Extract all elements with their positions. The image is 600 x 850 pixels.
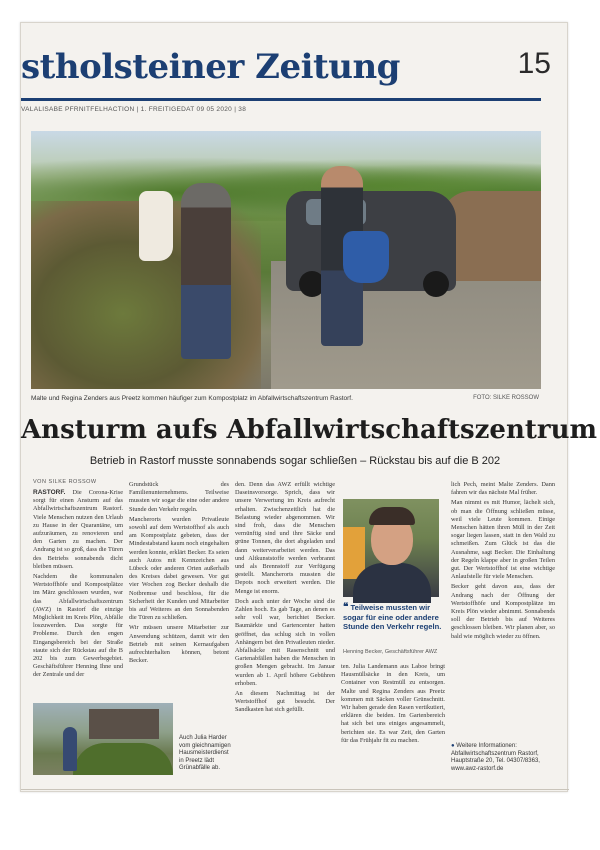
- dropline: RASTORF.: [33, 489, 66, 496]
- info-box: [451, 743, 555, 773]
- page-number: 15: [517, 47, 551, 80]
- article-paragraph: Nachdem die kommunalen Wertstoffhöfe und Kompostplätze im März geschlossen wurden, war das Abfallwirtschaftszentrum (AWZ) in Rastorf die einzige Möglichkeit im Kreis Plön, Abfälle loszuwerden. Das sorgte für Probleme. Durch den engen Eingangsbereich bei der Straße staute sich der Rückstau auf die B 202 bis zum Gewerbegebiet. Geschäftsführer Henning Ihne und der Zentrale und der: [33, 573, 123, 679]
- secondary-photo-person: [63, 727, 77, 771]
- masthead-rule: [21, 98, 541, 101]
- photo-soil-heap: [441, 191, 541, 281]
- secondary-photo-hut: [89, 709, 159, 739]
- article-paragraph: Mancherorts wurden Privatleute sowohl auf dem Wertstoffhof als auch am Kompostplatz gebeten, dass der Mindestabstand kaum noch eingehalten werden konnte, erklärt Becker. Es seien auch Autos mit Kennzeichen aus Lübeck oder anderen Orten außerhalb des Kreises dabei gewesen. Vor gut vier Wochen zog Becker deshalb die Notbremse und beschloss, für die Sicherheit der Kunden und Mitarbeiter bis auf Weiteres an den Sonnabenden die Türen zu schließen.: [129, 515, 229, 622]
- article-paragraph: Man nimmt es mit Humor, lächelt sich, ob man die Öffnung schließen müsse, weil viele Leute kommen. Einige Menschen hätten ihren Müll in der Zeit sogar liegen lassen, statt in den Wald zu schmeißen. Zum Glück ist das die Ausnahme, sagt Becker. Die Einhaltung der Regeln klappe aber in großen Teilen gut. Der Wertstoffhof ist eine wichtige Anlaufstelle für viele Menschen.: [451, 499, 555, 581]
- portrait-photo: [343, 499, 439, 597]
- photo-credit: FOTO: SILKE ROSSOW: [473, 395, 539, 401]
- article-paragraph: Wir müssen unsere Mitarbeiter zur Anwendung schützen, damit wir den Betrieb mit seinen Kernaufgaben aufrechterhalten können, betont Becker.: [129, 624, 229, 665]
- quote-mark-icon: ❝: [343, 602, 349, 613]
- pull-quote: [343, 603, 443, 632]
- paragraph-text: Die Corona-Krise sorgt für einen Ansturm auf das Abfallwirtschaftszentrum Rastorf. Viele Menschen nutzen den Urlaub zu Hause in der Quarantäne, um aufzuräumen, zu renovieren und den Garten zu machen. Der Andrang ist so groß, dass die Türen des Betriebs sonnabends dicht bleiben müssen.: [33, 489, 123, 570]
- pull-quote-source: Henning Becker, Geschäftsführer AWZ: [343, 649, 438, 655]
- article-column-5: [451, 481, 555, 739]
- bottom-rule: [21, 789, 569, 790]
- info-icon: ●: [451, 743, 455, 749]
- article-paragraph: Grundstück des Familienunternehmens. Teilweise mussten wir sogar die eine oder andere Stunde den Verkehr regeln.: [129, 481, 229, 513]
- article-headline: Ansturm aufs Abfallwirtschaftszentrum: [21, 415, 597, 445]
- article-column-4: [341, 663, 445, 783]
- photo-car-wheel: [423, 271, 449, 297]
- article-paragraph: Becker geht davon aus, dass der Andrang nach der Öffnung der Wertstoffhöfe und Kompostplätze im Kreis Plön wieder abnimmt. Sonnabends soll der Betrieb bis auf Weiteres geschlossen bleiben. Wir planen aber, so bald wie möglich wieder zu öffnen.: [451, 583, 555, 640]
- article-subheadline: Betrieb in Rastorf musste sonnabends sogar schließen – Rückstau bis auf die B 202: [89, 455, 501, 467]
- article-paragraph: den. Denn das AWZ erfüllt wichtige Daseinsvorsorge. Sprich, dass wir unsere Verwertung im Kreis aufrecht erhalten. Zwischenzeitlich hat die Belastung wieder abgenommen. Wir sind froh, dass die Menschen vernünftig sind und ihre Säcke und grüne Tonnen, die dort abgeladen und dann weiterverarbeitet werden. Das und Altkunststoffe werden verbrannt und als Brennstoff zur Verfügung gestellt. Mancherorts mussten die Depots noch erweitert werden. Die Menge ist enorm.: [235, 481, 335, 595]
- article-paragraph: lich Pech, meint Malte Zenders. Dann fahren wir das nächste Mal früher.: [451, 481, 555, 497]
- photo-person-woman: [181, 183, 231, 359]
- newspaper-title: stholsteiner Zeitung: [21, 47, 400, 87]
- article-paragraph: An diesem Nachmittag ist der Wertstoffhof gut besucht. Der Sandkasten hat sich gefüllt.: [235, 690, 335, 714]
- photo-caption: Malte und Regina Zenders aus Preetz kommen häufiger zum Kompostplatz im Abfallwirtschaftszentrum Rastorf.: [31, 395, 353, 402]
- info-box-text: Weitere Informationen: Abfallwirtschaftszentrum Rastorf, Hauptstraße 20, Tel. 04307/8363, www.awz-rastorf.de: [451, 743, 540, 772]
- portrait-hair: [369, 507, 415, 525]
- newspaper-page: [20, 22, 597, 792]
- dateline: VALALISABE PFRNITFELHACTION | 1. FREITIGEDAT 09 05 2020 | 38: [21, 106, 247, 113]
- article-column-1: [33, 489, 123, 679]
- secondary-photo-caption: Auch Julia Harder vom gleichnamigen Hausmeisterdienst in Preetz lädt Grünabfälle ab.: [179, 735, 231, 772]
- photo-blue-bag: [343, 231, 389, 283]
- article-paragraph: Doch auch unter der Woche sind die Zahlen hoch. Es gab Tage, an denen es sehr voll war, berichtet Becker. Baumärkte und Gartencenter hatten geöffnet, das schlug sich in vollen Anhängern bei den Privatleuten nieder. Abfallsäcke mit Rasenschnitt und Gartenabfällen haben die Menschen in großen Mengen gebracht. Im Januar wurden ab 1. April höhere Gebühren erhoben.: [235, 597, 335, 687]
- pull-quote-text: Teilweise mussten wir sogar für eine oder andere Stunde den Verkehr regeln.: [343, 603, 442, 631]
- secondary-photo-greenery: [73, 743, 173, 775]
- main-photo: [31, 131, 541, 389]
- photo-white-bag: [139, 191, 173, 261]
- portrait-body: [353, 563, 431, 603]
- article-byline: VON SILKE ROSSOW: [33, 479, 97, 485]
- secondary-photo: [33, 703, 173, 775]
- article-column-3: [235, 481, 335, 781]
- article-paragraph: ten. Julia Landemann aus Laboe bringt Hausmüllsäcke in den Kreis, um Container von Restmüll zu entsorgen. Malte und Regina Zenders aus Preetz kommen mit Säcken voller Grünschnitt. Wir haben gerade den Rasen vertikutiert, erklären die beiden. Im Gartenbereich hat sich bei uns einiges angesammelt, berichten sie. Es war Zeit, den Garten für das Frühjahr fit zu machen.: [341, 663, 445, 744]
- article-paragraph: [33, 489, 123, 571]
- masthead: [21, 47, 567, 87]
